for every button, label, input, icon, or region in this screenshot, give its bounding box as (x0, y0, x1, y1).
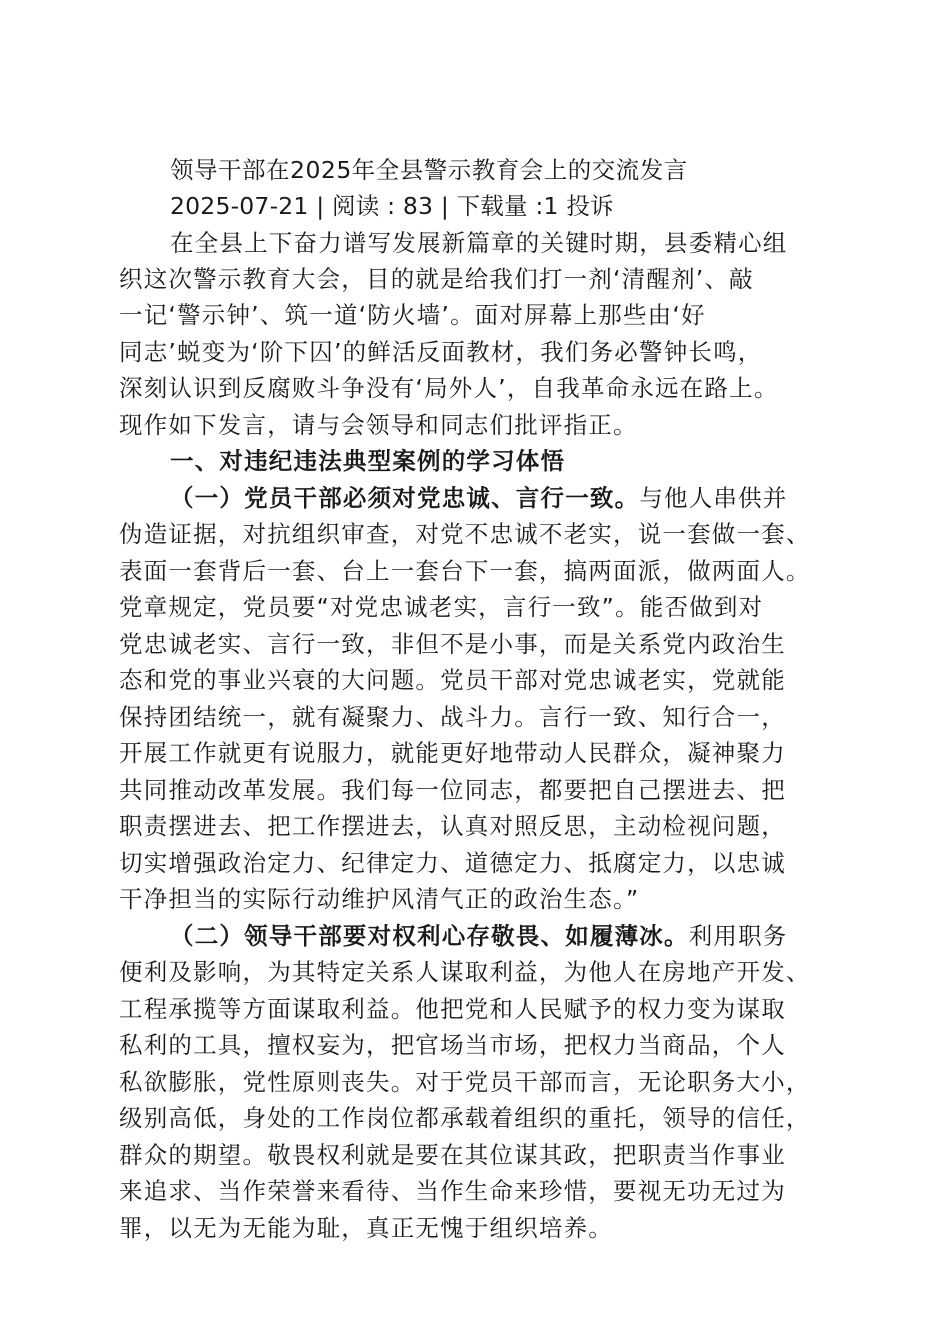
paragraph-line: 私利的工具，擅权妄为，把官场当市场，把权力当商品，个人 (119, 1031, 786, 1059)
paragraph-line: 共同推动改革发展。我们每一位同志，都要把自己摆进去、把 (119, 776, 786, 804)
paragraph-line: 级别高低，身处的工作岗位都承载着组织的重托，领导的信任， (119, 1104, 811, 1132)
paragraph-line: 深刻认识到反腐败斗争没有‘局外人’，自我革命永远在路上。 (119, 374, 779, 402)
paragraph-line: 切实增强政治定力、纪律定力、道德定力、抵腐定力，以忠诚 (119, 849, 786, 877)
paragraph-line: 保持团结统一，就有凝聚力、战斗力。言行一致、知行合一， (119, 703, 786, 731)
subsection-heading: （一）党员干部必须对党忠诚、言行一致。 (170, 484, 640, 512)
paragraph-line: 党章规定，党员要“对党忠诚老实，言行一致”。能否做到对 (119, 593, 764, 621)
document-meta: 2025-07-21 | 阅读 : 83 | 下载量 :1 投诉 (170, 192, 614, 220)
paragraph-line: 同志’蜕变为‘阶下囚’的鲜活反面教材，我们务必警钟长鸣， (119, 338, 763, 366)
paragraph-text: 利用职务 (688, 922, 788, 950)
paragraph-line: 一记‘警示钟’、筑一道‘防火墙’。面对屏幕上那些由‘好 (119, 301, 706, 329)
paragraph-line: 党忠诚老实、言行一致，非但不是小事，而是关系党内政治生 (119, 630, 786, 658)
paragraph-line: 伪造证据，对抗组织审查，对党不忠诚不老实，说一套做一套、 (119, 520, 811, 548)
paragraph-line (170, 920, 831, 952)
paragraph-line: 织这次警示教育大会，目的就是给我们打一剂‘清醒剂’、敲 (119, 265, 754, 293)
paragraph-line: 现作如下发言，请与会领导和同志们批评指正。 (119, 411, 638, 439)
paragraph-line (170, 482, 831, 514)
paragraph-line: 干净担当的实际行动维护风清气正的政治生态。” (119, 885, 640, 913)
paragraph-line: 私欲膨胀，党性原则丧失。对于党员干部而言，无论职务大小， (119, 1068, 811, 1096)
section-heading: 一、对违纪违法典型案例的学习体悟 (170, 447, 566, 475)
paragraph-line: 表面一套背后一套、台上一套台下一套，搞两面派，做两面人。 (119, 557, 811, 585)
paragraph-line: 来追求、当作荣誉来看待、当作生命来珍惜，要视无功无过为 (119, 1177, 786, 1205)
paragraph-line: 职责摆进去、把工作摆进去，认真对照反思，主动检视问题， (119, 812, 786, 840)
paragraph-line: 开展工作就更有说服力，就能更好地带动人民群众，凝神聚力 (119, 739, 786, 767)
document-title: 领导干部在2025年全县警示教育会上的交流发言 (170, 156, 688, 184)
paragraph-line: 群众的期望。敬畏权利就是要在其位谋其政，把职责当作事业 (119, 1141, 786, 1169)
paragraph-line: 罪，以无为无能为耻，真正无愧于组织培养。 (119, 1214, 613, 1242)
paragraph-line: 在全县上下奋力谱写发展新篇章的关键时期，县委精心组 (170, 229, 788, 257)
paragraph-text: 与他人串供并 (639, 484, 788, 512)
paragraph-line: 态和党的事业兴衰的大问题。党员干部对党忠诚老实，党就能 (119, 666, 786, 694)
paragraph-line: 便利及影响，为其特定关系人谋取利益，为他人在房地产开发、 (119, 958, 811, 986)
paragraph-line: 工程承揽等方面谋取利益。他把党和人民赋予的权力变为谋取 (119, 995, 786, 1023)
subsection-heading: （二）领导干部要对权利心存敬畏、如履薄冰。 (170, 922, 689, 950)
